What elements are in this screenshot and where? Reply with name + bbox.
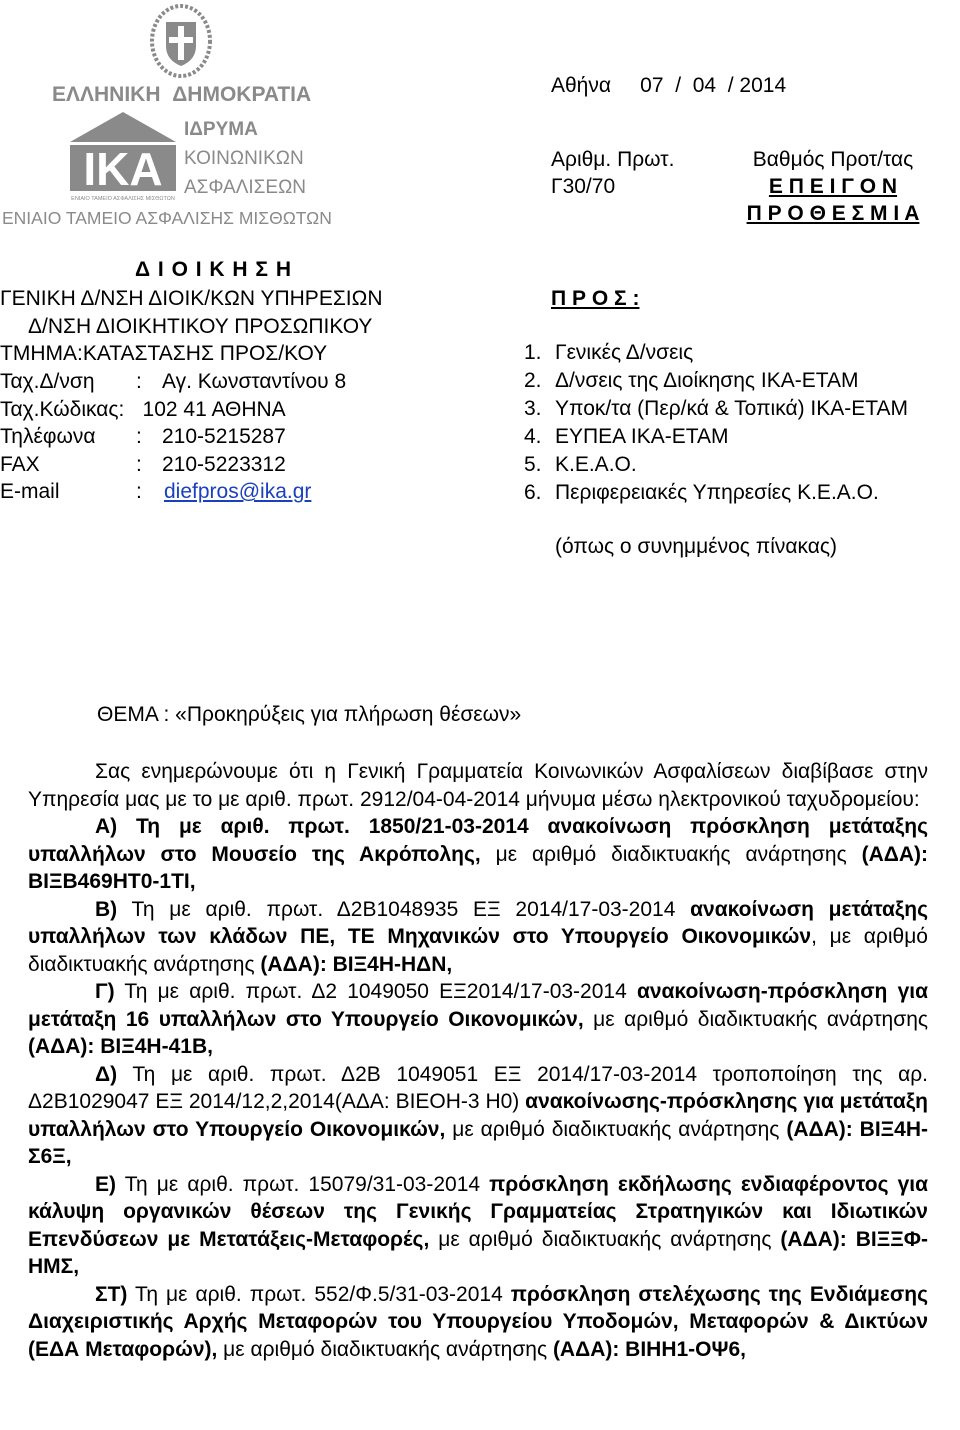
coat-of-arms-icon — [150, 4, 212, 78]
intro-paragraph: Σας ενημερώνουμε ότι η Γενική Γραμματεία Κοινωνικών Ασφαλίσεων διαβίβασε στην Υπηρεσία μας με το με αριθ. πρωτ. 2912/04-04-2014 μήνυμα μέσω ηλεκτρονικού ταχυδρομείου: — [28, 760, 928, 811]
item-label: Δ) — [95, 1062, 118, 1086]
letter-body — [28, 758, 928, 1363]
item-d: Δ) Τη με αριθ. πρωτ. Δ2Β 1049051 ΕΞ 2014/17-03-2014 τροποποίηση της αρ. Δ2Β1029047 ΕΞ 2014/12,2,2014(ΑΔΑ: ΒΙΕΟΗ-3 Η0) ανακοίνωσης-πρόσκλησης για μετάταξη υπαλλήλων στο Υπουργείο Οικονομικών, με αριθμό διαδικτυακής ανάρτησης (ΑΔΑ): ΒΙΞ4Η-Σ6Ξ, — [28, 1062, 929, 1168]
document-date: Αθήνα 07 / 04 / 2014 — [551, 74, 787, 97]
list-item: 6. Περιφερειακές Υπηρεσίες Κ.Ε.Α.Ο. — [524, 481, 879, 504]
recipients-list — [524, 339, 925, 507]
item-e: Ε) Τη με αριθ. πρωτ. 15079/31-03-2014 πρόσκληση εκδήλωσης ενδιαφέροντος για κάλυψη οργανικών θέσεων της Γενικής Γραμματείας Στρατηγικών και Ιδιωτικών Επενδύσεων με Μετατάξεις-Μεταφορές, με αριθμό διαδικτυακής ανάρτησης (ΑΔΑ): ΒΙΞΞΦ-ΗΜΣ, — [28, 1172, 929, 1278]
sender-directorate: Δ Ι Ο Ι Κ Η Σ Η — [135, 258, 293, 281]
priority-urgent: Ε Π Ε Ι Γ Ο Ν — [768, 175, 898, 198]
item-f: ΣΤ) Τη με αριθ. πρωτ. 552/Φ.5/31-03-2014 πρόσκληση στελέχωσης της Ενδιάμεσης Διαχειριστικής Αρχής Μεταφορών του Υπουργείου Υποδομών, Μεταφορών & Δικτύων (ΕΔΑ Μεταφορών), με αριθμό διαδικτυακής ανάρτησης (ΑΔΑ): ΒΙΗΗ1-ΟΨ6, — [28, 1282, 928, 1361]
sender-general: ΓΕΝΙΚΗ Δ/ΝΣΗ ΔΙΟΙΚ/ΚΩΝ ΥΠΗΡΕΣΙΩΝ — [0, 287, 383, 310]
email-link[interactable]: diefpros@ika.gr — [164, 480, 312, 503]
ika-logo-mark — [70, 112, 176, 204]
list-item: 1. Γενικές Δ/νσεις — [524, 341, 694, 364]
recipients-note: (όπως ο συνημμένος πίνακας) — [555, 535, 838, 558]
logo-org-3: ΑΣΦΑΛΙΣΕΩΝ — [184, 177, 307, 198]
priority-label: Βαθμός Προτ/τας — [752, 148, 914, 171]
item-label: Β) — [95, 897, 118, 921]
logo-fund-name: ΕΝΙΑΙΟ ΤΑΜΕΙΟ ΑΣΦΑΛΙΣΗΣ ΜΙΣΘΩΤΩΝ — [2, 208, 332, 228]
contact-row-email: E-mail : diefpros@ika.gr — [0, 480, 312, 503]
protocol-number: Γ30/70 — [551, 175, 616, 198]
list-item: 2. Δ/νσεις της Διοίκησης ΙΚΑ-ΕΤΑΜ — [524, 369, 859, 392]
logo-republic: ΕΛΛΗΝΙΚΗ — [52, 83, 161, 106]
item-c: Γ) Τη με αριθ. πρωτ. Δ2 1049050 ΕΞ2014/17-03-2014 ανακοίνωση-πρόσκληση για μετάταξη 16 υπαλλήλων στο Υπουργείο Οικονομικών, με αριθμό διαδικτυακής ανάρτησης (ΑΔΑ): ΒΙΞ4Η-41Β, — [28, 980, 928, 1058]
sender-section: ΤΜΗΜΑ:ΚΑΤΑΣΤΑΣΗΣ ΠΡΟΣ/ΚΟΥ — [0, 342, 328, 365]
contact-row-address: Ταχ.Δ/νση : Αγ. Κωνσταντίνου 8 — [0, 370, 347, 393]
ika-mark-text: ΙΚΑ — [83, 143, 163, 195]
logo-republic-2: ΔΗΜΟΚΡΑΤΙΑ — [172, 83, 312, 106]
protocol-label: Αριθμ. Πρωτ. — [551, 148, 675, 171]
sender-department: Δ/ΝΣΗ ΔΙΟΙΚΗΤΙΚΟΥ ΠΡΟΣΩΠΙΚΟΥ — [28, 314, 373, 338]
list-item: 5. Κ.Ε.Α.Ο. — [524, 453, 637, 476]
list-item: 3. Υποκ/τα (Περ/κά & Τοπικά) ΙΚΑ-ΕΤΑΜ — [524, 397, 909, 420]
sender-contact — [0, 368, 346, 506]
list-item: 4. ΕΥΠΕΑ ΙΚΑ-ΕΤΑΜ — [524, 425, 729, 448]
ika-mark-small-text: ΕΝΙΑΙΟ ΤΑΜΕΙΟ ΑΣΦΑΛΙΣΗΣ ΜΙΣΘΩΤΩΝ — [71, 196, 175, 202]
priority-deadline: Π Ρ Ο Θ Ε Σ Μ Ι Α — [746, 202, 920, 225]
item-label: Ε) — [95, 1172, 116, 1196]
contact-row-postcode: Ταχ.Κώδικας: 102 41 ΑΘΗΝΑ — [0, 397, 286, 421]
item-label: ΣΤ) — [95, 1282, 128, 1306]
logo-org-2: ΚΟΙΝΩΝΙΚΩΝ — [184, 148, 304, 169]
item-a: Α) Τη με αριθ. πρωτ. 1850/21-03-2014 ανακοίνωση πρόσκληση μετάταξης υπαλλήλων στο Μουσείο της Ακρόπολης, με αριθμό διαδικτυακής ανάρτησης (ΑΔΑ): ΒΙΞΒ469ΗΤ0-1ΤΙ, — [28, 815, 929, 893]
contact-row-fax: FAX : 210-5223312 — [0, 452, 286, 476]
recipients-title: Π Ρ Ο Σ : — [551, 287, 640, 310]
logo-org-1: ΙΔΡΥΜΑ — [184, 119, 258, 140]
item-label: Γ) — [95, 980, 115, 1003]
item-b: Β) Τη με αριθ. πρωτ. Δ2Β1048935 ΕΞ 2014/17-03-2014 ανακοίνωση μετάταξης υπαλλήλων των κλάδων ΠΕ, ΤΕ Μηχανικών στο Υπουργείο Οικονομικών, με αριθμό διαδικτυακής ανάρτησης (ΑΔΑ): ΒΙΞ4Η-ΗΔΝ, — [28, 897, 928, 976]
subject-line: ΘΕΜΑ : «Προκηρύξεις για πλήρωση θέσεων» — [97, 703, 522, 726]
contact-row-phone: Τηλέφωνα : 210-5215287 — [0, 425, 286, 448]
